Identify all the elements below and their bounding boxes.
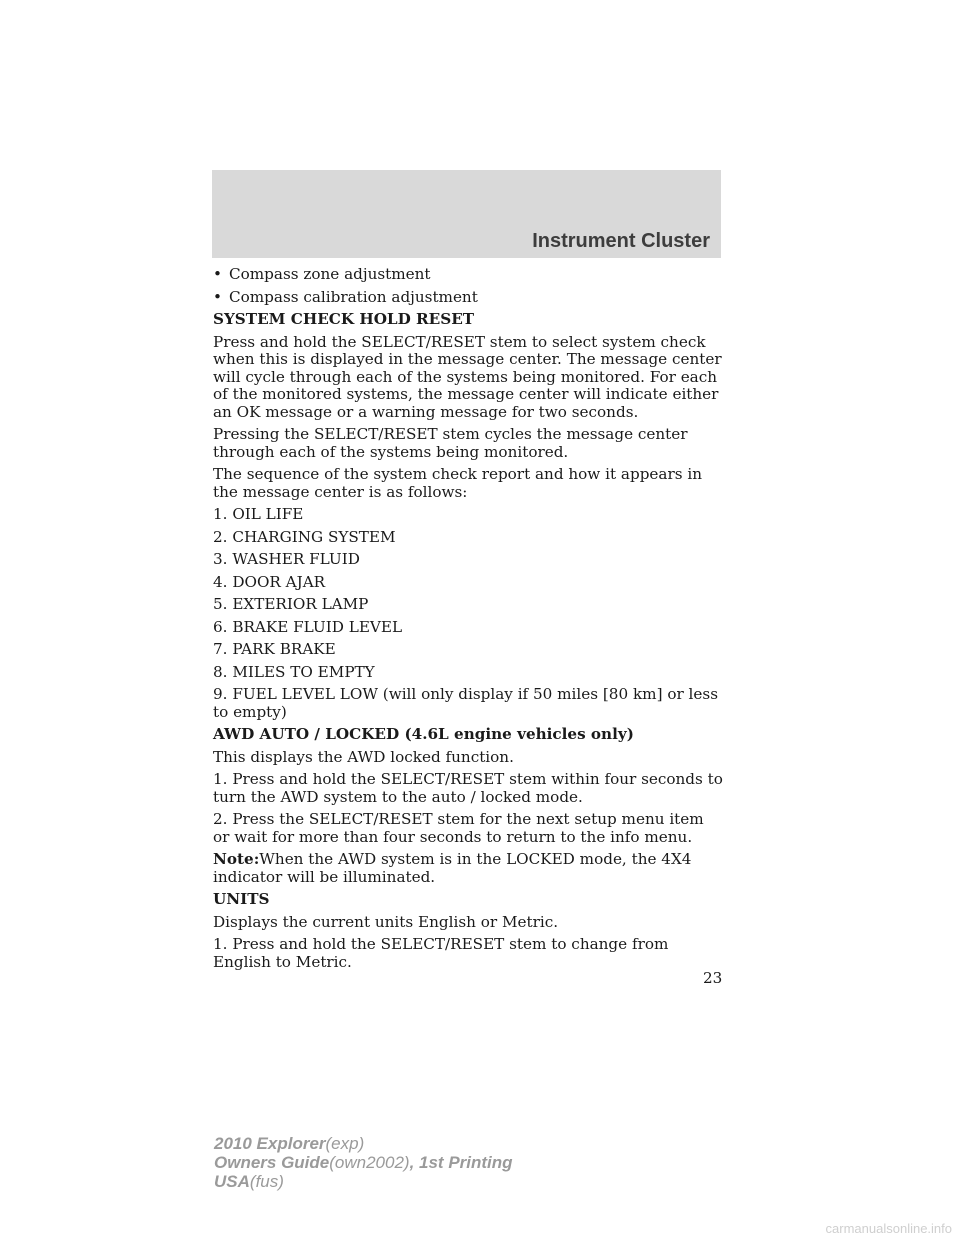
watermark: carmanualsonline.info <box>825 1221 952 1236</box>
footer-printing: , 1st Printing <box>409 1153 513 1172</box>
page-number: 23 <box>703 969 723 987</box>
paragraph: Pressing the SELECT/RESET stem cycles the message center through each of the systems being monitored. <box>213 425 688 461</box>
note <box>213 851 723 886</box>
document-footer <box>214 1134 513 1191</box>
footer-model-code: (exp) <box>325 1134 365 1153</box>
awd-step: 2. Press the SELECT/RESET stem for the next setup menu item or wait for more than four seconds to return to the info menu. <box>213 810 704 846</box>
note-label: Note: <box>213 850 260 868</box>
paragraph: This displays the AWD locked function. <box>213 747 514 766</box>
footer-market-code: (fus) <box>249 1172 284 1191</box>
footer-guide-code: (own2002) <box>329 1153 410 1172</box>
paragraph: Press and hold the SELECT/RESET stem to select system check when this is displayed in the message center. The message center will cycle through each of the systems being monitored. For each of the monitored systems, the message center will indicate either an OK message or a warning message for two seconds. <box>213 332 722 421</box>
check-list-item: 2. CHARGING SYSTEM <box>213 527 396 546</box>
page-content <box>213 266 723 976</box>
bullet-icon: • <box>213 265 222 283</box>
units-step: 1. Press and hold the SELECT/RESET stem to change from English to Metric. <box>213 935 669 971</box>
note-text: When the AWD system is in the LOCKED mode, the 4X4 indicator will be illuminated. <box>213 850 692 886</box>
check-list-item: 9. FUEL LEVEL LOW (will only display if 50 miles [80 km] or less to empty) <box>213 685 718 721</box>
footer-line-3 <box>214 1172 513 1191</box>
footer-line-2 <box>214 1153 513 1172</box>
paragraph: Displays the current units English or Metric. <box>213 912 559 931</box>
footer-market: USA <box>214 1172 250 1191</box>
check-list-item: 6. BRAKE FLUID LEVEL <box>213 617 403 636</box>
footer-line-1 <box>214 1134 513 1153</box>
paragraph: The sequence of the system check report and how it appears in the message center is as follows: <box>213 465 702 501</box>
bullet-item <box>213 266 723 284</box>
footer-model: 2010 Explorer <box>214 1134 326 1153</box>
bullet-text: Compass zone adjustment <box>229 265 431 283</box>
check-list-item: 8. MILES TO EMPTY <box>213 662 375 681</box>
awd-heading: AWD AUTO / LOCKED (4.6L engine vehicles only) <box>213 725 634 743</box>
section-header-band <box>212 170 721 258</box>
units-heading: UNITS <box>213 890 270 908</box>
check-list-item: 5. EXTERIOR LAMP <box>213 595 369 613</box>
bullet-icon: • <box>213 287 222 306</box>
awd-step: 1. Press and hold the SELECT/RESET stem within four seconds to turn the AWD system to the auto / locked mode. <box>213 770 723 806</box>
system-check-heading: SYSTEM CHECK HOLD RESET <box>213 310 475 328</box>
check-list-item: 3. WASHER FLUID <box>213 550 360 568</box>
bullet-item <box>213 289 723 307</box>
check-list-item: 7. PARK BRAKE <box>213 640 336 658</box>
bullet-text: Compass calibration adjustment <box>229 287 478 306</box>
check-list-item: 1. OIL LIFE <box>213 505 304 523</box>
footer-guide: Owners Guide <box>214 1153 330 1172</box>
section-title: Instrument Cluster <box>532 230 710 252</box>
check-list-item: 4. DOOR AJAR <box>213 572 326 591</box>
